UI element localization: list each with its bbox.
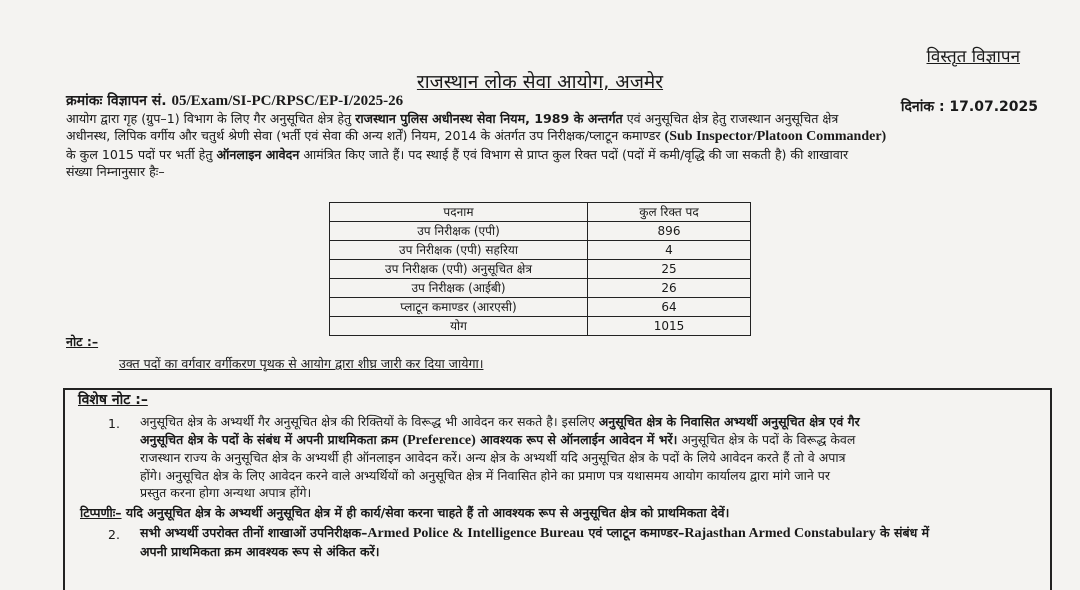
table-row — [330, 298, 751, 317]
cell-count: 4 — [588, 241, 751, 260]
intro-line: आयोग द्वारा गृह (ग्रुप–1) विभाग के लिए गैर अनुसूचित क्षेत्र हेतु राजस्थान पुलिस अधीनस्थ सेवा नियम, 1989 के अन्तर्गत एवं अनुसूचित क्षेत्र हेतु राजस्थान अनुसूचित क्षेत्र — [66, 111, 839, 126]
cell-post: उप निरीक्षक (एपी) सहरिया — [330, 241, 588, 260]
vacancy-table — [329, 202, 751, 336]
cell-count: 26 — [588, 279, 751, 298]
table-header-row — [330, 203, 751, 222]
tippani-label: टिप्पणीः– — [80, 505, 122, 520]
item-number: 2. — [108, 527, 120, 542]
table-row — [330, 241, 751, 260]
cell-post: उप निरीक्षक (आईबी) — [330, 279, 588, 298]
item-number: 1. — [108, 416, 120, 431]
table-total-row — [330, 317, 751, 336]
note-label: नोट :– — [66, 334, 99, 349]
cell-post: उप निरीक्षक (एपी) अनुसूचित क्षेत्र — [330, 260, 588, 279]
tippani-text: यदि अनुसूचित क्षेत्र के अभ्यर्थी अनुसूचित क्षेत्र में ही कार्य/सेवा करना चाहते हैं तो आवश्यक रूप से अनुसूचित क्षेत्र को प्राथमिकता देवें। — [121, 505, 730, 520]
ad-type-heading: विस्तृत विज्ञापन — [926, 47, 1020, 67]
intro-line: अधीनस्थ, लिपिक वर्गीय और चतुर्थ श्रेणी सेवा (भर्ती एवं सेवा की अन्य शर्तें) नियम, 2014 के अंतर्गत उप निरीक्षक/प्लाटून कमाण्डर (Sub Inspector/Platoon Commander) — [66, 128, 887, 145]
cell-total-count: 1015 — [588, 317, 751, 336]
intro-paragraph — [66, 110, 1042, 180]
special-note-title: विशेष नोट :– — [78, 392, 148, 408]
cell-post: उप निरीक्षक (एपी) — [330, 222, 588, 241]
special-note-item-2: सभी अभ्यर्थी उपरोक्त तीनों शाखाओं उपनिरीक्षक–Armed Police & Intelligence Bureau एवं प्लाटून कमाण्डर–Rajasthan Armed Constabulary के संबंध में अपनी प्राथमिकता क्रम आवश्यक रूप से अंकित करें। — [140, 525, 930, 559]
commission-title: राजस्थान लोक सेवा आयोग, अजमेर — [416, 71, 664, 93]
date-label: दिनांक : — [900, 99, 945, 115]
cell-count: 64 — [588, 298, 751, 317]
cell-count: 25 — [588, 260, 751, 279]
date-value: 17.07.2025 — [949, 99, 1038, 115]
table-row — [330, 222, 751, 241]
cell-post: प्लाटून कमाण्डर (आरएसी) — [330, 298, 588, 317]
cell-count: 896 — [588, 222, 751, 241]
reference-line — [66, 91, 403, 110]
table-row — [330, 279, 751, 298]
special-note-item-1: अनुसूचित क्षेत्र के अभ्यर्थी गैर अनुसूचित क्षेत्र की रिक्तियों के विरूद्ध भी आवेदन कर सकते है। इसलिए अनुसूचित क्षेत्र के निवासित अभ्यर्थी अनुसूचित क्षेत्र एवं गैर अनुसूचित क्षेत्र के पदों के संबंध में अपनी प्राथमिकता क्रम (Preference) आवश्यक रूप से ऑनलाईन आवेदन में भरें। अनुसूचित क्षेत्र के पदों के विरूद्ध केवल राजस्थान राज्य के अनुसूचित क्षेत्र के अभ्यर्थी ही ऑनलाइन आवेदन करें। अन्य क्षेत्र के अभ्यर्थी यदि अनुसूचित क्षेत्र के पदों के लिये आवेदन करते हैं तो वे अपात्र होंगे। अनुसूचित क्षेत्र के लिए आवेदन करने वाले अभ्यर्थियों को अनुसूचित क्षेत्र में निवासित होने का प्रमाण पत्र यथासमय आयोग कार्यालय द्वारा मांगे जाने पर प्रस्तुत करना होगा अन्यथा अपात्र होंगे। — [140, 414, 860, 500]
header-cell-count: कुल रिक्त पद — [588, 203, 751, 222]
header-cell-post: पदनाम — [330, 203, 588, 222]
cell-total-label: योग — [330, 317, 588, 336]
intro-line: संख्या निम्नानुसार हैः– — [66, 163, 165, 179]
note-text: उक्त पदों का वर्गवार वर्गीकरण पृथक से आयोग द्वारा शीघ्र जारी कर दिया जायेगा। — [119, 356, 484, 371]
reference-number: 05/Exam/SI-PC/RPSC/EP-I/2025-26 — [171, 93, 404, 109]
tippani-line — [80, 504, 729, 522]
reference-label: क्रमांकः विज्ञापन सं. — [66, 93, 167, 109]
table-row — [330, 260, 751, 279]
intro-line: के कुल 1015 पदों पर भर्ती हेतु ऑनलाइन आवेदन आमंत्रित किए जाते हैं। पद स्थाई हैं एवं विभाग से प्राप्त कुल रिक्त पदों (पदों में कमी/वृद्धि की जा सकती है) की शाखावार — [66, 146, 849, 162]
